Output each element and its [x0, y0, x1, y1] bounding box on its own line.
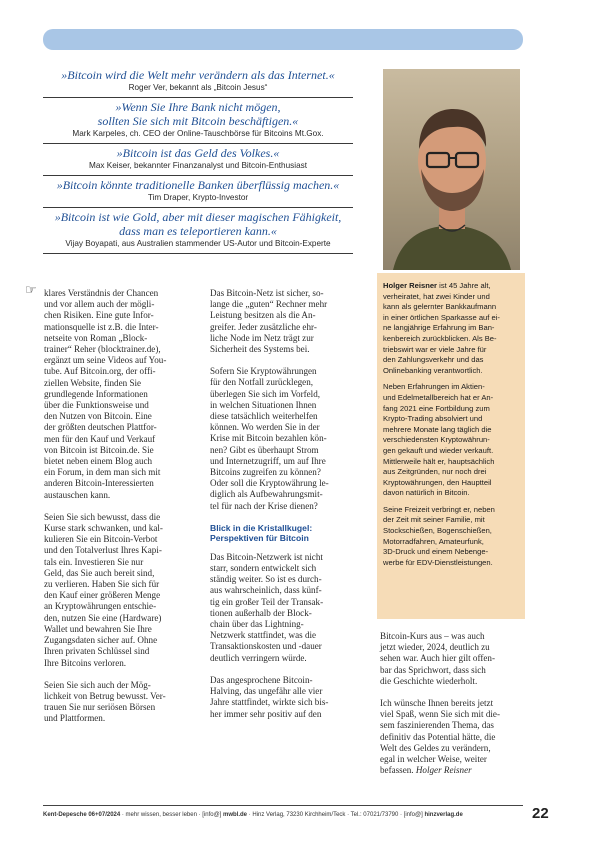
footer-magazine: Kent-Depesche 06+07/2024: [43, 812, 121, 818]
author-photo: [383, 69, 520, 270]
quote-item: [43, 208, 353, 254]
body-paragraph: Das Bitcoin-Netz ist sicher, so- lange die „guten“ Rechner mehr Leistung besitzen als die An- greifer. Jeder zusätzliche ehr- liche Node im Netz trägt zur Sicherheit des Systems bei.: [210, 288, 328, 355]
header-bar: [43, 29, 523, 50]
text-column-3: [380, 631, 525, 787]
quote-item: [43, 176, 353, 208]
quote-item: [43, 98, 353, 144]
body-paragraph: [380, 698, 525, 776]
bio-intro: ist 45 Jahre alt, verheiratet, hat zwei Kinder und kann als gelernter Bankkaufmann in einer örtlichen Sparkasse auf ei- ne langjährige Erfahrung im Ban- kenbereich zurückblicken. Als Be- triebswirt war er viele Jahre für den Zahlungsverkehr und das Onlinebanking verantwortlich.: [383, 281, 500, 375]
bio-paragraph: Neben Erfahrungen im Aktien- und Edelmetallbereich hat er An- fang 2021 eine Fortbildung zum Krypto-Trading absolviert und mehrere Monate lang täglich die verschiedensten Kryptowährun- gen gekauft und wieder verkauft. Mittlerweile hält er, hauptsächlich aus Zeitgründen, nur noch drei Kryptowährungen, den Hauptteil davon natürlich in Bitcoin.: [383, 382, 495, 498]
body-paragraph: Das angesprochene Bitcoin- Halving, das ungefähr alle vier Jahre stattfindet, wirkte sich bis- her immer sehr positiv auf den: [210, 674, 329, 719]
quote-text: »Bitcoin ist wie Gold, aber mit dieser magischen Fähigkeit, dass man es teleportieren kann.«: [54, 210, 342, 238]
quote-text: »Bitcoin ist das Geld des Volkes.«: [116, 146, 280, 160]
page-number: 22: [532, 805, 549, 822]
footer-link-mwbl[interactable]: mwbl.de: [223, 812, 248, 818]
bio-name: Holger Reisner: [383, 281, 438, 290]
body-paragraph: Sofern Sie Kryptowährungen für den Notfall zurücklegen, überlegen Sie sich im Vorfeld, in welchen Situationen Ihnen diese tatsächlich weiterhelfen können. Wo werden Sie in der Krise mit Bitcoin bezahlen kön- nen? Gibt es überhaupt Strom und Internetzugriff, um auf Ihre Bitcoins zugreifen zu können? Oder soll die Kryptowährung le- diglich als Aufbewahrungsmit- tel für nach der Krise dienen?: [210, 366, 329, 511]
footer-divider: [43, 805, 523, 806]
footer-tagline: · mehr wissen, besser leben · [info@]: [120, 812, 224, 818]
body-paragraph: Bitcoin-Kurs aus – was auch jetzt wieder, 2024, deutlich zu sehen war. Auch hier gilt offen- bar das Sprichwort, dass sich die Geschichte wiederholt.: [380, 631, 495, 686]
text-column-1: [44, 288, 195, 736]
quote-author: Max Keiser, bekannter Finanzanalyst und Bitcoin-Enthusiast: [89, 161, 307, 170]
bio-paragraph: Seine Freizeit verbringt er, neben der Zeit mit seiner Familie, mit Stockschießen, Bogenschießen, Motorradfahren, Amateurfunk, 3D-Druck und einem Nebenge- werbe für EDV-Dienstleistungen.: [383, 504, 495, 567]
quote-author: Roger Ver, bekannt als „Bitcoin Jesus“: [128, 83, 268, 92]
closing-text: Ich wünsche Ihnen bereits jetzt viel Spaß, wenn Sie sich mit die- sem faszinierenden Thema, das definitiv das Potential hätte, die Welt des Geldes zu verändern, egal in welcher Weise, weiter befassen.: [380, 698, 500, 776]
page-footer: [43, 811, 513, 819]
quote-item: [43, 64, 353, 98]
quote-author: Tim Draper, Krypto-Investor: [147, 193, 249, 202]
author-bio: [383, 281, 523, 574]
section-heading: Blick in die Kristallkugel: Perspektiven für Bitcoin: [210, 522, 313, 544]
quote-author: Vijay Boyapati, aus Australien stammender US-Autor und Bitcoin-Experte: [65, 239, 331, 248]
text-column-2: [210, 288, 362, 731]
body-paragraph: klares Verständnis der Chancen und vor allem auch der mögli- chen Risiken. Eine gute Infor- mationsquelle ist z.B. die Inter- netseite von Roman „Block- trainer“ Reher (blocktrainer.de), ergänzt um seine Videos auf You- tube. Auf Bitcoin.org, der offi- ziellen Website, finden Sie grundlegende Informationen über die Funktionsweise und den Nutzen von Bitcoin. Eine der größten deutschen Plattfor- men für den Kauf und Verkauf von Bitcoin ist Bitcoin.de. Sie bietet neben einem Blog auch ein Forum, in dem man sich mit anderen Bitcoin-Interessierten austauschen kann.: [44, 288, 167, 500]
pointing-hand-icon: ☞: [25, 283, 37, 298]
quote-item: [43, 144, 353, 176]
body-paragraph: Seien Sie sich bewusst, dass die Kurse stark schwanken, und kal- kulieren Sie ein Bitcoin-Verbot und den Totalverlust Ihres Kapi- tals ein. Investieren Sie nur Geld, das Sie auch bereit sind, zu verlieren. Haben Sie sich für den Kauf einer größeren Menge an Kryptowährungen entschie- den, nutzen Sie eine (Hardware) Wallet und bewahren Sie Ihre Zugangsdaten sicher auf. Ohne Ihren privaten Schlüssel sind Ihre Bitcoins verloren.: [44, 511, 163, 668]
quote-list: [43, 64, 353, 254]
quote-text: »Wenn Sie Ihre Bank nicht mögen, sollten Sie sich mit Bitcoin beschäftigen.«: [97, 100, 299, 128]
bio-paragraph: [383, 281, 523, 376]
author-portrait-image: [383, 69, 520, 270]
author-signature: Holger Reisner: [415, 765, 472, 776]
quote-author: Mark Karpeles, ch. CEO der Online-Tauschbörse für Bitcoins Mt.Gox.: [72, 129, 324, 138]
quote-text: »Bitcoin könnte traditionelle Banken überflüssig machen.«: [56, 178, 340, 192]
footer-address: · Hinz Verlag, 73230 Kirchheim/Teck · Tel.: 07021/73790 · [info@]: [247, 812, 425, 818]
body-paragraph: Seien Sie sich auch der Mög- lichkeit von Betrug bewusst. Ver- trauen Sie nur seriösen Börsen und Plattformen.: [44, 679, 166, 724]
body-paragraph: Das Bitcoin-Netzwerk ist nicht starr, sondern entwickelt sich ständig weiter. So ist es durch- aus wahrscheinlich, dass künf- tig ein großer Teil der Transak- tionen außerhalb der Block- chain über das Lightning- Netzwerk stattfindet, was die Transaktionskosten und -dauer deutlich verringern würde.: [210, 551, 324, 663]
footer-link-hinzverlag[interactable]: hinzverlag.de: [424, 812, 463, 818]
quote-text: »Bitcoin wird die Welt mehr verändern als das Internet.«: [61, 68, 335, 82]
